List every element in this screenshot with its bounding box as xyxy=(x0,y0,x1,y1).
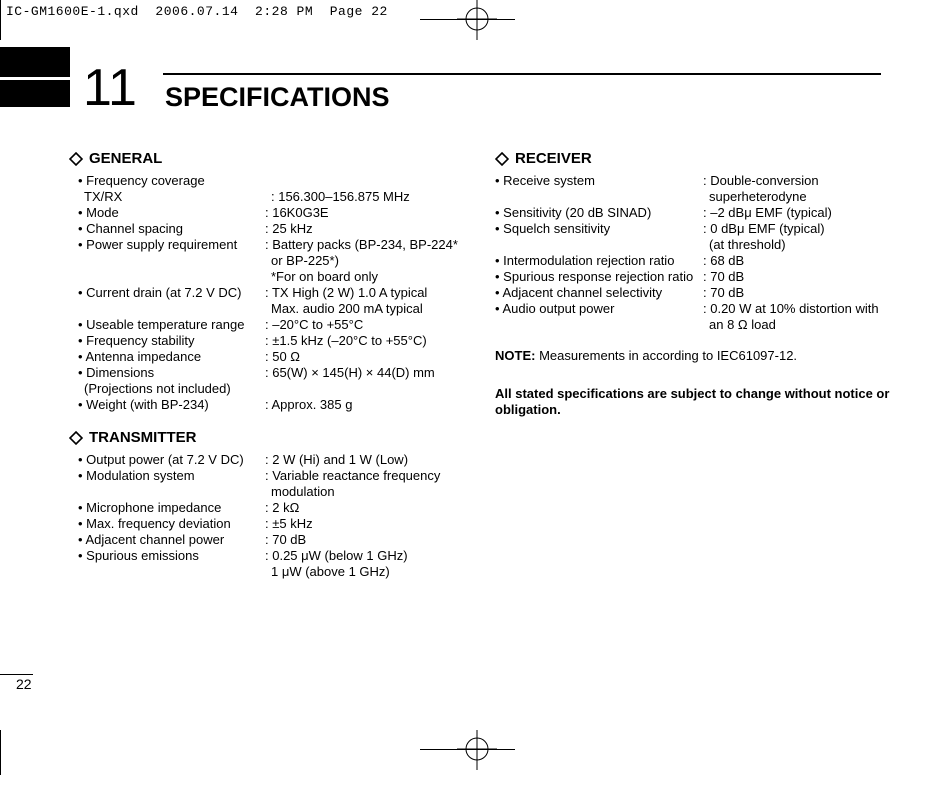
spec-label: • Modulation system xyxy=(78,468,195,483)
spec-row xyxy=(78,333,469,349)
registration-mark-top-icon xyxy=(457,0,497,40)
file-slug-line: IC-GM1600E-1.qxd 2006.07.14 2:28 PM Page 22 xyxy=(6,4,388,19)
spec-row xyxy=(495,237,915,253)
receiver-section xyxy=(495,150,915,333)
spec-label: • Channel spacing xyxy=(78,221,184,236)
spec-value: : 0.20 W at 10% distortion with xyxy=(703,301,879,316)
receiver-spec-list xyxy=(495,173,915,333)
spec-label xyxy=(78,564,265,580)
spec-row xyxy=(78,564,469,580)
spec-value: (at threshold) xyxy=(709,237,786,252)
chapter-rule xyxy=(163,73,881,75)
transmitter-heading-label: TRANSMITTER xyxy=(89,429,197,446)
spec-label: • Current drain (at 7.2 V DC) xyxy=(78,285,242,300)
spec-label: • Receive system xyxy=(495,173,595,188)
registration-line-top xyxy=(420,19,515,20)
note-label: NOTE: xyxy=(495,348,536,363)
spec-label: • Frequency coverage xyxy=(78,173,205,188)
spec-row xyxy=(495,173,915,189)
spec-value: : –2 dBμ EMF (typical) xyxy=(703,205,832,220)
spec-row xyxy=(78,205,469,221)
receiver-heading-label: RECEIVER xyxy=(515,150,592,167)
transmitter-section xyxy=(69,429,469,580)
spec-row xyxy=(78,269,469,285)
spec-row xyxy=(78,317,469,333)
spec-row xyxy=(495,317,915,333)
spec-label xyxy=(495,237,703,253)
spec-label: • Useable temperature range xyxy=(78,317,245,332)
spec-value: : Approx. 385 g xyxy=(265,397,353,412)
spec-value: : 156.300–156.875 MHz xyxy=(271,189,410,204)
spec-row xyxy=(78,397,469,413)
diamond-icon xyxy=(69,431,83,445)
spec-value: : 2 W (Hi) and 1 W (Low) xyxy=(265,452,409,467)
spec-value xyxy=(265,173,469,189)
spec-row xyxy=(495,253,915,269)
spec-row xyxy=(78,548,469,564)
spec-label: • Dimensions xyxy=(78,365,155,380)
spec-value: : ±5 kHz xyxy=(265,516,313,531)
spec-row xyxy=(78,173,469,189)
spec-row xyxy=(78,285,469,301)
spec-row xyxy=(78,221,469,237)
spec-label: (Projections not included) xyxy=(84,381,231,396)
spec-value: : 70 dB xyxy=(703,269,745,284)
spec-row xyxy=(78,253,469,269)
spec-row xyxy=(78,452,469,468)
spec-label: • Intermodulation rejection ratio xyxy=(495,253,675,268)
spec-label: • Weight (with BP-234) xyxy=(78,397,209,412)
crop-mark-bottom-left xyxy=(0,730,1,775)
spec-row xyxy=(78,532,469,548)
diamond-icon xyxy=(69,152,83,166)
spec-row xyxy=(78,365,469,381)
spec-value: modulation xyxy=(271,484,335,499)
spec-value: : 68 dB xyxy=(703,253,745,268)
spec-value: Max. audio 200 mA typical xyxy=(271,301,423,316)
spec-label: • Max. frequency deviation xyxy=(78,516,231,531)
spec-value: : 2 kΩ xyxy=(265,500,300,515)
chapter-tab-lower xyxy=(0,80,70,107)
page-number: 22 xyxy=(16,676,32,692)
measurement-note xyxy=(495,348,797,364)
crop-mark-top-left xyxy=(0,0,1,40)
spec-label: TX/RX xyxy=(84,189,123,204)
page-number-rule xyxy=(0,674,33,675)
spec-row xyxy=(78,468,469,484)
spec-label xyxy=(78,269,265,285)
registration-mark-bottom-icon xyxy=(457,730,497,770)
spec-row xyxy=(495,269,915,285)
page-title: SPECIFICATIONS xyxy=(165,82,390,112)
spec-value: *For on board only xyxy=(271,269,378,284)
diamond-icon xyxy=(495,152,509,166)
transmitter-heading xyxy=(69,429,469,447)
spec-value: : TX High (2 W) 1.0 A typical xyxy=(265,285,428,300)
spec-row xyxy=(78,237,469,253)
chapter-number: 11 xyxy=(83,59,137,117)
spec-label xyxy=(495,317,703,333)
spec-value: or BP-225*) xyxy=(271,253,339,268)
spec-value: : –20°C to +55°C xyxy=(265,317,364,332)
spec-label: • Output power (at 7.2 V DC) xyxy=(78,452,244,467)
spec-row xyxy=(495,285,915,301)
receiver-heading xyxy=(495,150,915,168)
note-text: Measurements in according to IEC61097-12. xyxy=(535,348,798,363)
spec-value: : 0 dBμ EMF (typical) xyxy=(703,221,825,236)
spec-value: : 70 dB xyxy=(265,532,307,547)
spec-value: : Battery packs (BP-234, BP-224* xyxy=(265,237,458,252)
spec-value xyxy=(271,381,469,397)
chapter-tab-upper xyxy=(0,47,70,77)
spec-label: • Spurious response rejection ratio xyxy=(495,269,694,284)
spec-value: : 25 kHz xyxy=(265,221,313,236)
spec-value: : 0.25 μW (below 1 GHz) xyxy=(265,548,408,563)
general-section xyxy=(69,150,469,413)
spec-label: • Sensitivity (20 dB SINAD) xyxy=(495,205,652,220)
spec-value: superheterodyne xyxy=(709,189,807,204)
spec-label: • Spurious emissions xyxy=(78,548,199,563)
spec-label: • Microphone impedance xyxy=(78,500,222,515)
spec-label: • Power supply requirement xyxy=(78,237,238,252)
registration-line-bottom xyxy=(420,749,515,750)
spec-label xyxy=(495,189,703,205)
spec-row xyxy=(78,381,469,397)
spec-label xyxy=(78,484,265,500)
spec-label xyxy=(78,253,265,269)
spec-value: : Double-conversion xyxy=(703,173,819,188)
spec-value: : 50 Ω xyxy=(265,349,301,364)
spec-label: • Adjacent channel selectivity xyxy=(495,285,663,300)
spec-label: • Audio output power xyxy=(495,301,615,316)
spec-value: : 16K0G3E xyxy=(265,205,329,220)
spec-value: : 65(W) × 145(H) × 44(D) mm xyxy=(265,365,435,380)
general-spec-list xyxy=(69,173,469,413)
spec-label: • Antenna impedance xyxy=(78,349,202,364)
spec-value: : Variable reactance frequency xyxy=(265,468,441,483)
spec-value: : ±1.5 kHz (–20°C to +55°C) xyxy=(265,333,427,348)
disclaimer-text: All stated specifications are subject to change without notice or obligation. xyxy=(495,386,890,417)
spec-row xyxy=(495,221,915,237)
general-heading-label: GENERAL xyxy=(89,150,163,167)
general-heading xyxy=(69,150,469,168)
spec-row xyxy=(78,484,469,500)
spec-value: : 70 dB xyxy=(703,285,745,300)
spec-row xyxy=(78,349,469,365)
spec-value: 1 μW (above 1 GHz) xyxy=(271,564,390,579)
spec-row xyxy=(78,301,469,317)
spec-label: • Mode xyxy=(78,205,119,220)
spec-row xyxy=(78,516,469,532)
spec-label: • Squelch sensitivity xyxy=(495,221,611,236)
transmitter-spec-list xyxy=(69,452,469,580)
spec-row xyxy=(78,500,469,516)
spec-label xyxy=(78,301,265,317)
spec-row xyxy=(78,189,469,205)
spec-row xyxy=(495,189,915,205)
spec-value: an 8 Ω load xyxy=(709,317,776,332)
spec-label: • Frequency stability xyxy=(78,333,195,348)
spec-label: • Adjacent channel power xyxy=(78,532,225,547)
spec-row xyxy=(495,205,915,221)
spec-row xyxy=(495,301,915,317)
